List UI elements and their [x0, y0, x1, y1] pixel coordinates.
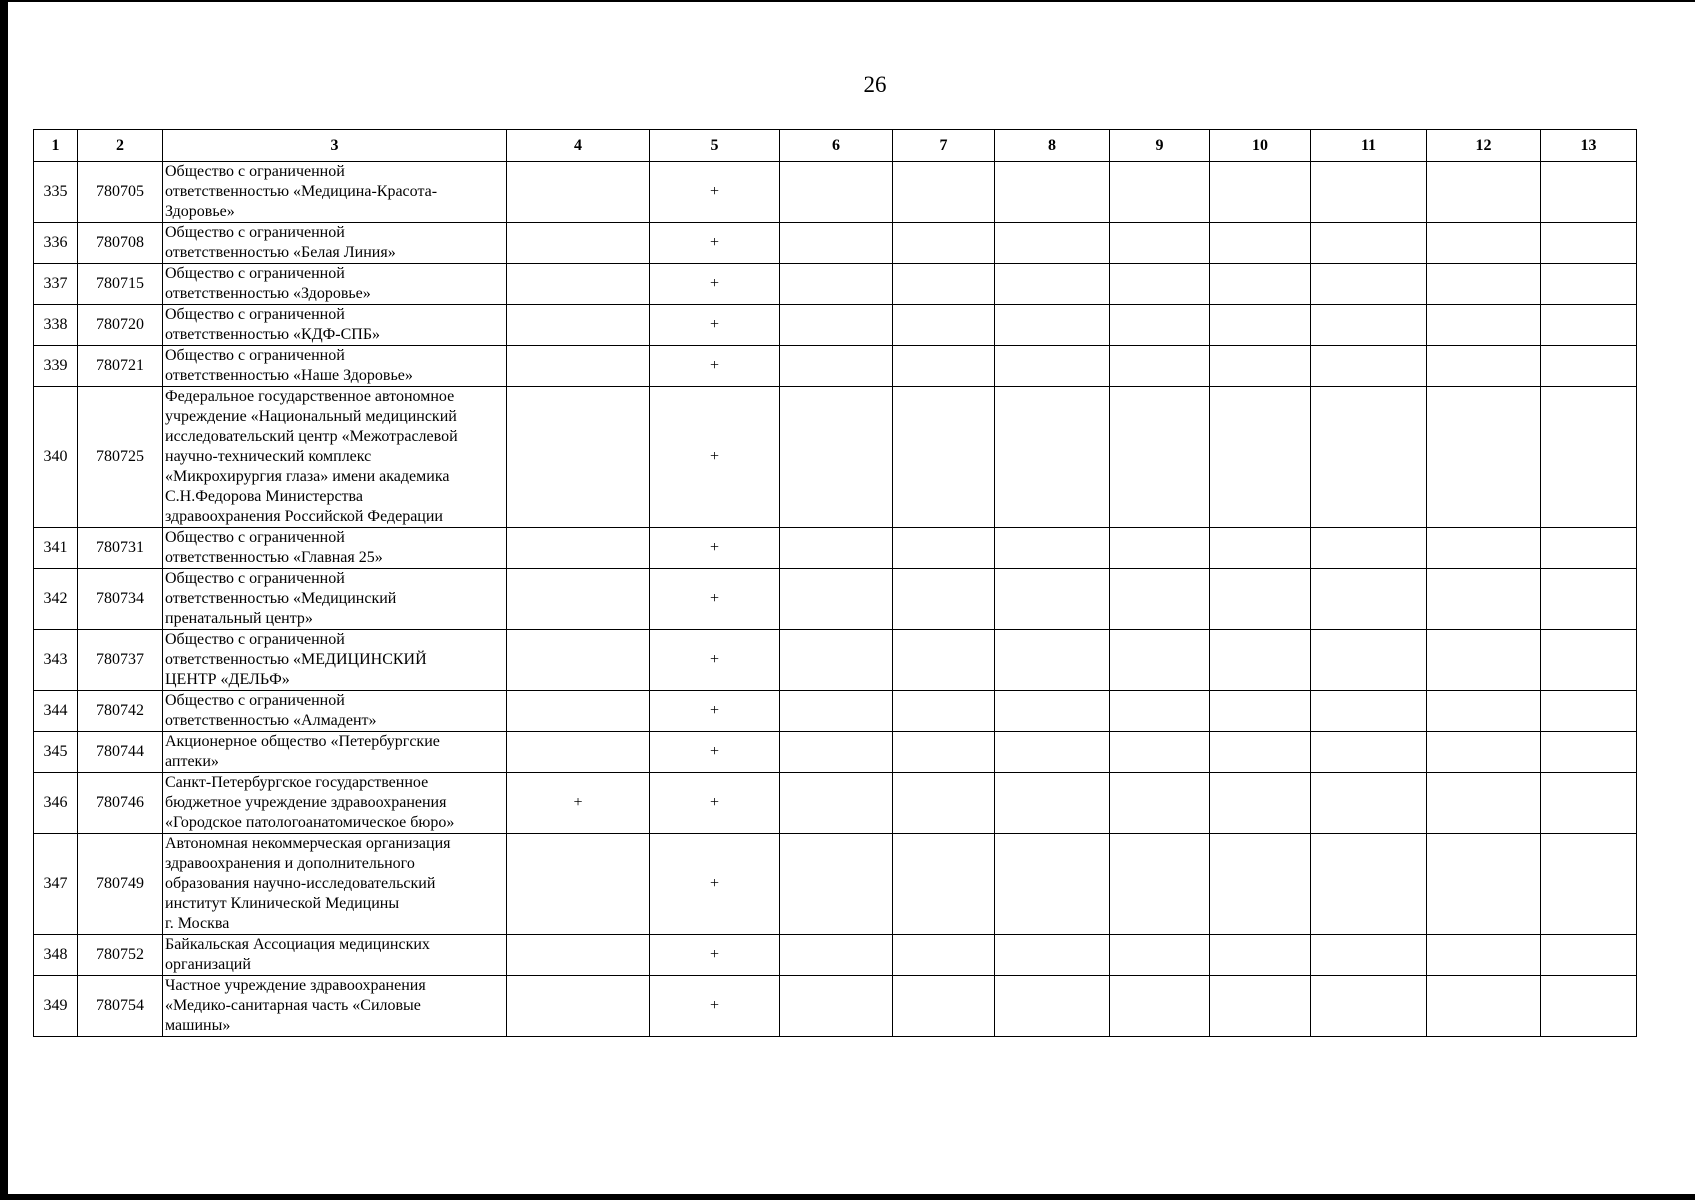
column-5-mark: +: [650, 773, 780, 834]
column-5-mark: +: [650, 346, 780, 387]
empty-cell: [995, 691, 1110, 732]
table-row: [34, 162, 1637, 223]
column-header: 3: [163, 130, 507, 162]
row-number: 340: [34, 387, 78, 528]
registry-code: 780731: [78, 528, 163, 569]
row-number: 349: [34, 976, 78, 1037]
empty-cell: [1541, 569, 1637, 630]
empty-cell: [1210, 935, 1311, 976]
empty-cell: [995, 976, 1110, 1037]
row-number: 343: [34, 630, 78, 691]
empty-cell: [1210, 346, 1311, 387]
column-4-mark: [507, 569, 650, 630]
table-row: [34, 223, 1637, 264]
column-5-mark: +: [650, 732, 780, 773]
empty-cell: [995, 346, 1110, 387]
empty-cell: [1541, 264, 1637, 305]
column-header: 7: [893, 130, 995, 162]
column-header: 4: [507, 130, 650, 162]
registry-code: 780737: [78, 630, 163, 691]
empty-cell: [893, 732, 995, 773]
empty-cell: [1110, 935, 1210, 976]
empty-cell: [1110, 569, 1210, 630]
registry-code: 780746: [78, 773, 163, 834]
column-header: 11: [1311, 130, 1427, 162]
column-4-mark: [507, 834, 650, 935]
column-header: 9: [1110, 130, 1210, 162]
empty-cell: [1110, 305, 1210, 346]
empty-cell: [1110, 528, 1210, 569]
empty-cell: [1427, 346, 1541, 387]
organization-name: Общество с ограниченной ответственностью «Алмадент»: [163, 691, 507, 732]
empty-cell: [1427, 387, 1541, 528]
empty-cell: [1427, 976, 1541, 1037]
empty-cell: [893, 935, 995, 976]
column-5-mark: +: [650, 935, 780, 976]
table-row: [34, 691, 1637, 732]
empty-cell: [780, 935, 893, 976]
empty-cell: [1427, 935, 1541, 976]
empty-cell: [780, 223, 893, 264]
empty-cell: [1541, 630, 1637, 691]
column-header: 13: [1541, 130, 1637, 162]
organization-name: Автономная некоммерческая организация здравоохранения и дополнительного образования научно-исследовательский институт Клинической Медицины г. Москва: [163, 834, 507, 935]
empty-cell: [995, 834, 1110, 935]
empty-cell: [1541, 387, 1637, 528]
table-row: [34, 630, 1637, 691]
scan-border-top: [8, 0, 1695, 2]
empty-cell: [1311, 630, 1427, 691]
empty-cell: [1110, 264, 1210, 305]
empty-cell: [780, 691, 893, 732]
empty-cell: [1541, 223, 1637, 264]
empty-cell: [780, 976, 893, 1037]
empty-cell: [1427, 630, 1541, 691]
row-number: 345: [34, 732, 78, 773]
table-row: [34, 935, 1637, 976]
empty-cell: [1110, 834, 1210, 935]
table-row: [34, 773, 1637, 834]
empty-cell: [995, 569, 1110, 630]
empty-cell: [1210, 305, 1311, 346]
organization-name: Общество с ограниченной ответственностью «Главная 25»: [163, 528, 507, 569]
empty-cell: [1427, 569, 1541, 630]
empty-cell: [1311, 305, 1427, 346]
registry-code: 780734: [78, 569, 163, 630]
header-row: [34, 130, 1637, 162]
empty-cell: [1427, 691, 1541, 732]
empty-cell: [893, 387, 995, 528]
empty-cell: [780, 569, 893, 630]
empty-cell: [1541, 773, 1637, 834]
empty-cell: [1311, 223, 1427, 264]
empty-cell: [1541, 976, 1637, 1037]
column-4-mark: [507, 976, 650, 1037]
empty-cell: [893, 569, 995, 630]
table-row: [34, 264, 1637, 305]
empty-cell: [1210, 976, 1311, 1037]
empty-cell: [995, 223, 1110, 264]
column-header: 8: [995, 130, 1110, 162]
column-4-mark: [507, 691, 650, 732]
organization-name: Общество с ограниченной ответственностью «Белая Линия»: [163, 223, 507, 264]
empty-cell: [995, 387, 1110, 528]
column-4-mark: [507, 264, 650, 305]
registry-code: 780720: [78, 305, 163, 346]
organization-name: Федеральное государственное автономное учреждение «Национальный медицинский исследовательский центр «Межотраслевой научно-технический комплекс «Микрохирургия глаза» имени академика С.Н.Федорова Министерства здравоохранения Российской Федерации: [163, 387, 507, 528]
empty-cell: [1311, 387, 1427, 528]
row-number: 335: [34, 162, 78, 223]
empty-cell: [780, 264, 893, 305]
organization-name: Акционерное общество «Петербургские аптеки»: [163, 732, 507, 773]
empty-cell: [1311, 773, 1427, 834]
row-number: 342: [34, 569, 78, 630]
row-number: 338: [34, 305, 78, 346]
row-number: 346: [34, 773, 78, 834]
empty-cell: [1311, 346, 1427, 387]
empty-cell: [893, 264, 995, 305]
empty-cell: [1210, 732, 1311, 773]
row-number: 344: [34, 691, 78, 732]
empty-cell: [780, 387, 893, 528]
empty-cell: [1311, 162, 1427, 223]
column-header: 1: [34, 130, 78, 162]
column-5-mark: +: [650, 387, 780, 528]
empty-cell: [893, 162, 995, 223]
empty-cell: [1541, 691, 1637, 732]
registry-code: 780754: [78, 976, 163, 1037]
empty-cell: [893, 305, 995, 346]
empty-cell: [995, 630, 1110, 691]
empty-cell: [995, 528, 1110, 569]
table-row: [34, 569, 1637, 630]
column-4-mark: [507, 732, 650, 773]
empty-cell: [1210, 528, 1311, 569]
organization-name: Общество с ограниченной ответственностью «МЕДИЦИНСКИЙ ЦЕНТР «ДЕЛЬФ»: [163, 630, 507, 691]
empty-cell: [1311, 976, 1427, 1037]
empty-cell: [1210, 630, 1311, 691]
column-5-mark: +: [650, 630, 780, 691]
empty-cell: [780, 834, 893, 935]
registry-table: [33, 129, 1637, 1037]
table-row: [34, 834, 1637, 935]
empty-cell: [995, 935, 1110, 976]
empty-cell: [1541, 305, 1637, 346]
empty-cell: [780, 346, 893, 387]
empty-cell: [995, 162, 1110, 223]
empty-cell: [1110, 223, 1210, 264]
row-number: 336: [34, 223, 78, 264]
empty-cell: [1427, 773, 1541, 834]
registry-code: 780749: [78, 834, 163, 935]
empty-cell: [1311, 935, 1427, 976]
empty-cell: [893, 223, 995, 264]
column-4-mark: [507, 387, 650, 528]
column-5-mark: +: [650, 691, 780, 732]
scan-border-bottom: [0, 1194, 1695, 1200]
column-5-mark: +: [650, 569, 780, 630]
empty-cell: [1541, 834, 1637, 935]
registry-code: 780715: [78, 264, 163, 305]
row-number: 347: [34, 834, 78, 935]
empty-cell: [1210, 773, 1311, 834]
column-5-mark: +: [650, 976, 780, 1037]
empty-cell: [1210, 691, 1311, 732]
empty-cell: [1311, 691, 1427, 732]
table-row: [34, 528, 1637, 569]
table-row: [34, 387, 1637, 528]
registry-code: 780742: [78, 691, 163, 732]
table-row: [34, 976, 1637, 1037]
table-row: [34, 732, 1637, 773]
empty-cell: [1311, 834, 1427, 935]
registry-code: 780752: [78, 935, 163, 976]
organization-name: Общество с ограниченной ответственностью «Здоровье»: [163, 264, 507, 305]
row-number: 341: [34, 528, 78, 569]
empty-cell: [893, 346, 995, 387]
column-4-mark: [507, 223, 650, 264]
column-header: 12: [1427, 130, 1541, 162]
registry-code: 780744: [78, 732, 163, 773]
column-header: 2: [78, 130, 163, 162]
column-5-mark: +: [650, 528, 780, 569]
empty-cell: [893, 528, 995, 569]
empty-cell: [1311, 732, 1427, 773]
empty-cell: [893, 976, 995, 1037]
empty-cell: [780, 528, 893, 569]
row-number: 348: [34, 935, 78, 976]
column-header: 6: [780, 130, 893, 162]
empty-cell: [995, 264, 1110, 305]
column-4-mark: +: [507, 773, 650, 834]
empty-cell: [1311, 528, 1427, 569]
empty-cell: [1110, 346, 1210, 387]
empty-cell: [1210, 223, 1311, 264]
empty-cell: [1110, 162, 1210, 223]
empty-cell: [1210, 162, 1311, 223]
empty-cell: [780, 305, 893, 346]
column-4-mark: [507, 935, 650, 976]
empty-cell: [1541, 732, 1637, 773]
column-5-mark: +: [650, 305, 780, 346]
empty-cell: [1110, 387, 1210, 528]
column-4-mark: [507, 305, 650, 346]
organization-name: Байкальская Ассоциация медицинских организаций: [163, 935, 507, 976]
empty-cell: [1110, 732, 1210, 773]
empty-cell: [1110, 691, 1210, 732]
empty-cell: [780, 773, 893, 834]
column-header: 5: [650, 130, 780, 162]
registry-code: 780721: [78, 346, 163, 387]
empty-cell: [893, 630, 995, 691]
empty-cell: [1210, 569, 1311, 630]
column-5-mark: +: [650, 264, 780, 305]
empty-cell: [1210, 264, 1311, 305]
empty-cell: [780, 630, 893, 691]
organization-name: Общество с ограниченной ответственностью «Медицинский пренатальный центр»: [163, 569, 507, 630]
empty-cell: [1210, 834, 1311, 935]
page-number: 26: [863, 72, 887, 97]
empty-cell: [780, 162, 893, 223]
empty-cell: [995, 305, 1110, 346]
empty-cell: [1541, 346, 1637, 387]
organization-name: Санкт-Петербургское государственное бюджетное учреждение здравоохранения «Городское патологоанатомическое бюро»: [163, 773, 507, 834]
empty-cell: [995, 773, 1110, 834]
column-header: 10: [1210, 130, 1311, 162]
registry-code: 780705: [78, 162, 163, 223]
column-4-mark: [507, 630, 650, 691]
empty-cell: [1427, 264, 1541, 305]
empty-cell: [1427, 305, 1541, 346]
row-number: 339: [34, 346, 78, 387]
table-body: [34, 162, 1637, 1037]
empty-cell: [893, 834, 995, 935]
row-number: 337: [34, 264, 78, 305]
empty-cell: [1427, 528, 1541, 569]
organization-name: Частное учреждение здравоохранения «Медико-санитарная часть «Силовые машины»: [163, 976, 507, 1037]
empty-cell: [1210, 387, 1311, 528]
organization-name: Общество с ограниченной ответственностью «Медицина-Красота- Здоровье»: [163, 162, 507, 223]
scan-border-left: [0, 0, 8, 1200]
empty-cell: [1541, 935, 1637, 976]
registry-code: 780708: [78, 223, 163, 264]
registry-code: 780725: [78, 387, 163, 528]
column-5-mark: +: [650, 223, 780, 264]
empty-cell: [1311, 569, 1427, 630]
column-5-mark: +: [650, 834, 780, 935]
column-4-mark: [507, 528, 650, 569]
table-row: [34, 305, 1637, 346]
empty-cell: [1427, 162, 1541, 223]
empty-cell: [995, 732, 1110, 773]
empty-cell: [893, 773, 995, 834]
empty-cell: [1110, 976, 1210, 1037]
column-5-mark: +: [650, 162, 780, 223]
empty-cell: [1427, 732, 1541, 773]
column-4-mark: [507, 346, 650, 387]
empty-cell: [1541, 162, 1637, 223]
empty-cell: [1541, 528, 1637, 569]
organization-name: Общество с ограниченной ответственностью «КДФ-СПБ»: [163, 305, 507, 346]
empty-cell: [1110, 773, 1210, 834]
empty-cell: [1311, 264, 1427, 305]
empty-cell: [1110, 630, 1210, 691]
table-row: [34, 346, 1637, 387]
empty-cell: [1427, 223, 1541, 264]
organization-name: Общество с ограниченной ответственностью «Наше Здоровье»: [163, 346, 507, 387]
empty-cell: [1427, 834, 1541, 935]
empty-cell: [780, 732, 893, 773]
empty-cell: [893, 691, 995, 732]
column-4-mark: [507, 162, 650, 223]
